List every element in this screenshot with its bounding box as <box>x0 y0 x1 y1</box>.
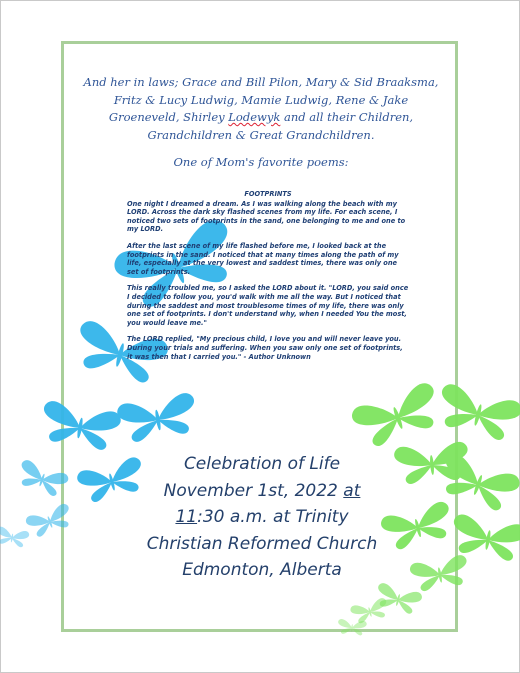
poem-intro-heading: One of Mom's favorite poems: <box>173 155 349 169</box>
butterfly-icon <box>0 526 30 548</box>
butterfly-icon <box>337 619 367 636</box>
time-text: :30 a.m. at Trinity <box>197 507 349 527</box>
butterfly-icon <box>15 459 70 499</box>
butterfly-icon <box>39 400 123 453</box>
butterfly-icon <box>349 381 445 452</box>
butterfly-icon <box>116 392 200 445</box>
family-intro-text <box>82 74 440 144</box>
butterfly-icon <box>350 597 390 625</box>
celebration-date <box>112 478 412 505</box>
date-text: November 1st, 2022 <box>163 480 344 501</box>
butterfly-icon <box>25 502 75 539</box>
time-hour-underlined: 11 <box>175 507 198 527</box>
poem-paragraph: One night I dreamed a dream. As I was walking along the beach with my LORD. Across the dark sky flashed scenes from my life. For each scene, I noticed two sets of footprints in the sand, one belonging to me and one to my LORD. <box>127 199 406 234</box>
celebration-title: Celebration of Life <box>183 454 341 474</box>
butterfly-icon <box>409 554 471 593</box>
poem-paragraph: This really troubled me, so I asked the LORD about it. "LORD, you said once I decided to follow you, you'd walk with me all the way. But I noticed that during the saddest and most troublesome times of my life, there was only one set of footprints. I don't understand why, when I needed You the most, you would leave me." <box>127 284 409 327</box>
date-at-underlined: at <box>343 480 361 501</box>
poem-title: FOOTPRINTS <box>244 190 292 198</box>
family-names-text: And her in laws; Grace and Bill Pilon, Mary & Sid Braaksma, Fritz & Lucy Ludwig, Mamie Ludwig, Rene & Jake Groeneveld, Shirley <box>83 75 439 124</box>
poem-paragraph: The LORD replied, "My precious child, I love you and will never leave you. During your trials and suffering. When you saw only one set of footprints, it was then that I carried you." - Author Unknown <box>127 335 403 361</box>
poem-paragraph: After the last scene of my life flashed before me, I looked back at the footprints in the sand. I noticed that at many times along the path of my life, especially at the very lowest and saddest times, there was only one set of footprints. <box>127 241 399 276</box>
family-names-text-end: and all their Children, Grandchildren & Great Grandchildren. <box>147 110 414 142</box>
butterfly-icon <box>435 451 520 515</box>
butterfly-icon <box>434 382 520 444</box>
footprints-poem <box>127 190 409 369</box>
celebration-city: Edmonton, Alberta <box>182 560 342 580</box>
celebration-time <box>112 504 412 531</box>
celebration-venue: Christian Reformed Church <box>146 533 378 554</box>
spellcheck-underlined-name: Lodewyk <box>228 110 281 124</box>
celebration-details <box>112 451 412 584</box>
